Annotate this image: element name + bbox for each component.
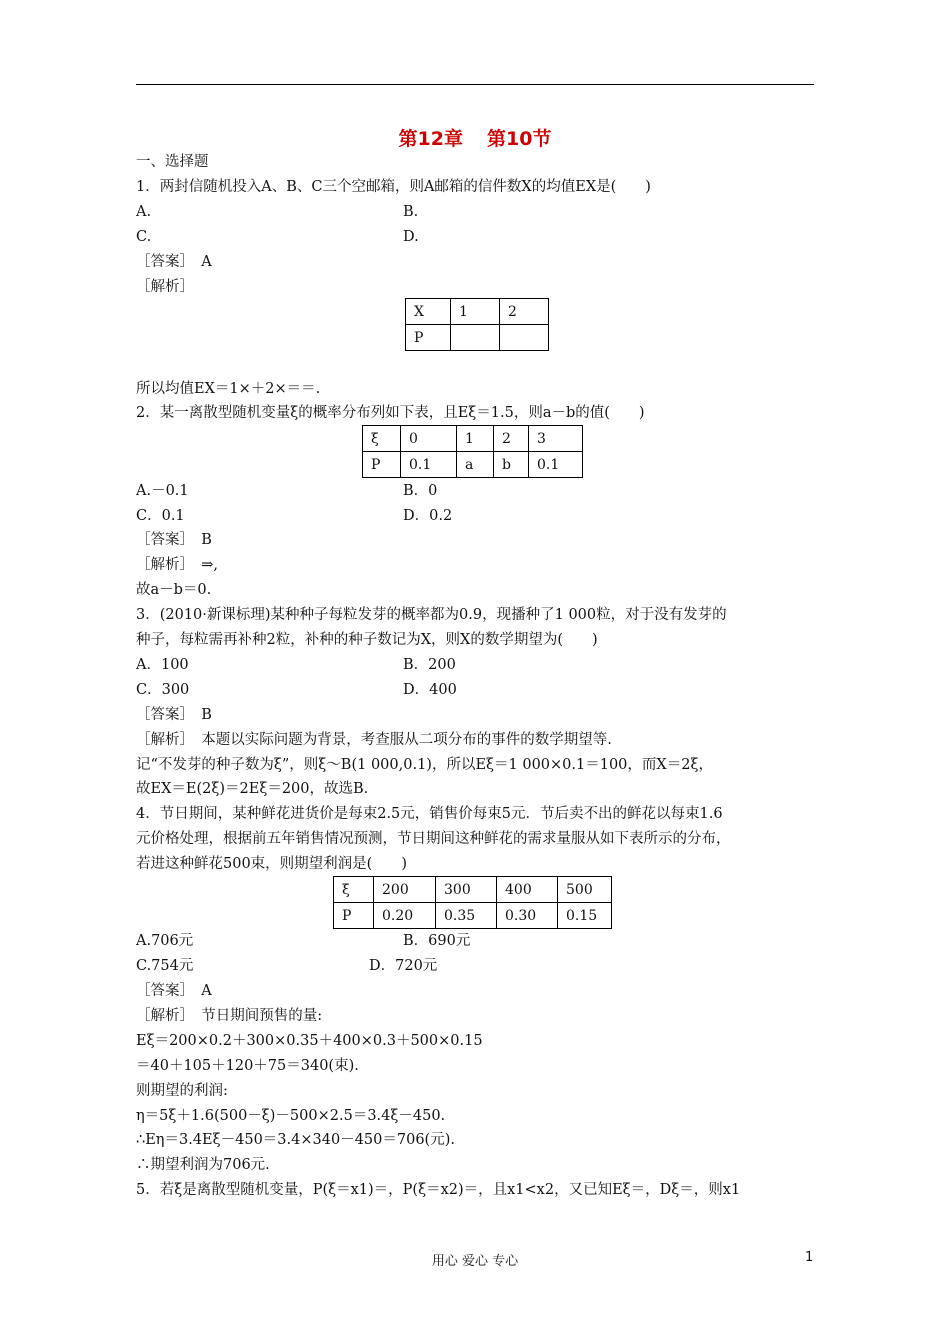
table-cell: ξ [363,426,401,452]
q1-option-c: C. [136,229,152,245]
page-number: 1 [805,1250,814,1265]
q4-option-b: B．690元 [403,933,471,949]
q2-option-d: D．0.2 [403,508,453,524]
q4-option-d: D．720元 [369,958,438,974]
q2-option-c: C．0.1 [136,508,185,524]
q1-analysis-label: ［解析］ [136,279,194,295]
table-row [334,877,612,903]
footer-text: 用心 爱心 专心 [431,1254,519,1269]
table-cell: 500 [558,877,612,903]
table-row [406,299,549,325]
q1-distribution-table [405,298,549,351]
q1-conclusion: 所以均值EX＝1×＋2×＝＝. [136,381,321,397]
q4-analysis: ［解析］ 节日期间预售的量: [136,1008,323,1024]
q2-distribution-table [362,425,583,478]
q1-answer: ［答案］ A [136,254,212,270]
q4-option-c: C.754元 [136,958,194,974]
q3-analysis: ［解析］ 本题以实际问题为背景，考查服从二项分布的事件的数学期望等. [136,732,612,748]
table-cell: 0.15 [558,903,612,929]
q3-option-a: A．100 [136,657,189,673]
q4-analysis-line6: ∴期望利润为706元. [136,1157,270,1173]
table-cell: 0.30 [497,903,558,929]
q3-option-b: B．200 [403,657,456,673]
q2-option-a: A.－0.1 [136,483,189,499]
header-rule [136,84,814,85]
table-cell: 1 [457,426,494,452]
table-cell: ξ [334,877,374,903]
q4-analysis-line5: ∴Eη＝3.4Eξ－450＝3.4×340－450＝706(元). [136,1132,455,1148]
q3-stem-line2: 种子，每粒需再补种2粒，补种的种子数记为X，则X的数学期望为( ) [136,632,598,648]
table-cell: a [457,452,494,478]
table-cell: 400 [497,877,558,903]
q4-analysis-line4: η＝5ξ＋1.6(500－ξ)－500×2.5＝3.4ξ－450. [136,1108,446,1124]
table-cell: 0.1 [529,452,583,478]
table-cell: 3 [529,426,583,452]
table-cell: P [406,325,451,351]
q1-stem: 1．两封信随机投入A、B、C三个空邮箱，则A邮箱的信件数X的均值EX是( ) [136,179,651,195]
table-cell: 2 [500,299,549,325]
q4-distribution-table [333,876,612,929]
q1-option-b: B. [403,204,419,220]
table-cell: 0.35 [436,903,497,929]
q1-option-d: D. [403,229,419,245]
table-cell: 2 [494,426,529,452]
table-row [363,452,583,478]
q4-stem-line2: 元价格处理，根据前五年销售情况预测，节日期间这种鲜花的需求量服从如下表所示的分布， [136,831,731,847]
table-row [406,325,549,351]
q2-answer: ［答案］ B [136,532,212,548]
table-cell: 0.20 [374,903,436,929]
table-row [363,426,583,452]
q4-analysis-line1: Eξ＝200×0.2＋300×0.35＋400×0.3＋500×0.15 [136,1033,483,1049]
q4-option-a: A.706元 [136,933,194,949]
table-cell [500,325,549,351]
q5-stem-line1: 5．若ξ是离散型随机变量，P(ξ＝x1)＝，P(ξ＝x2)＝，且x1<x2，又已知Eξ＝，Dξ＝，则x1 [136,1182,741,1198]
table-cell: P [334,903,374,929]
q2-conclusion: 故a－b＝0. [136,582,212,598]
q3-option-c: C．300 [136,682,190,698]
section-heading: 一、选择题 [136,154,209,170]
q2-option-b: B．0 [403,483,438,499]
table-cell: X [406,299,451,325]
q4-analysis-line3: 则期望的利润: [136,1083,228,1099]
q2-stem: 2．某一离散型随机变量ξ的概率分布列如下表，且Eξ＝1.5，则a－b的值( ) [136,405,645,421]
title-section: 第10节 [487,128,552,150]
q4-answer: ［答案］ A [136,983,212,999]
q3-option-d: D．400 [403,682,457,698]
q3-answer: ［答案］ B [136,707,212,723]
table-cell: 0 [401,426,457,452]
title-chapter: 第12章 [398,128,463,150]
table-cell: 300 [436,877,497,903]
table-cell: 0.1 [401,452,457,478]
q3-analysis-line2: 记“不发芽的种子数为ξ”，则ξ～B(1 000,0.1)，所以Eξ＝1 000×0.1＝100，而X＝2ξ， [136,757,713,773]
q4-stem-line3: 若进这种鲜花500束，则期望利润是( ) [136,856,407,872]
q3-stem-line1: 3．(2010·新课标理)某种种子每粒发芽的概率都为0.9，现播种了1 000粒，对于没有发芽的 [136,607,727,623]
table-cell: P [363,452,401,478]
table-cell: 200 [374,877,436,903]
q1-option-a: A. [136,204,152,220]
table-cell: b [494,452,529,478]
page-title [0,124,950,151]
q4-stem-line1: 4．节日期间，某种鲜花进货价是每束2.5元，销售价每束5元．节后卖不出的鲜花以每束1.6 [136,806,723,822]
table-row [334,903,612,929]
table-cell: 1 [451,299,500,325]
table-cell [451,325,500,351]
q3-analysis-line3: 故EX＝E(2ξ)＝2Eξ＝200，故选B. [136,781,369,797]
q4-analysis-line2: ＝40＋105＋120＋75＝340(束). [136,1058,359,1074]
q2-analysis: ［解析］ ⇒, [136,557,219,573]
